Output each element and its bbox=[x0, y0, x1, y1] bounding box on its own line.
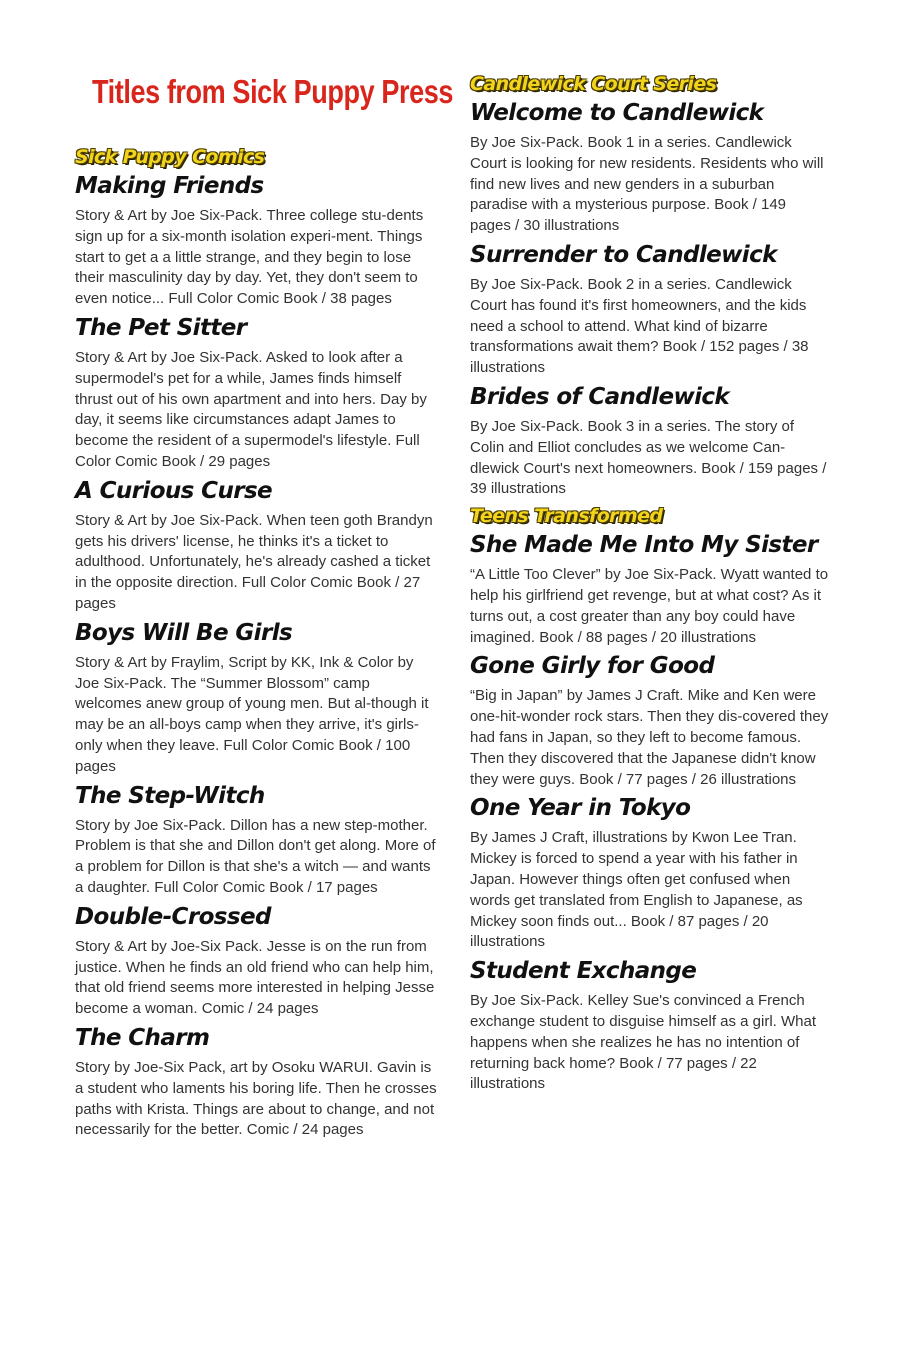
book-description: By Joe Six-Pack. Book 2 in a series. Candlewick Court has found it's first homeowners, and the kids need a school to attend. What kind of bizarre transformations await them? Book / 152 pages / 38 illustrations bbox=[470, 275, 809, 377]
book-entry bbox=[470, 956, 830, 1095]
book-title: Welcome to Candlewick bbox=[470, 100, 764, 126]
book-title: Gone Girly for Good bbox=[470, 653, 715, 680]
book-title: The Charm bbox=[75, 1024, 210, 1051]
book-entry bbox=[470, 240, 830, 379]
book-entry bbox=[470, 530, 830, 648]
book-title: A Curious Curse bbox=[75, 477, 273, 504]
right-column bbox=[470, 71, 830, 1098]
book-entry bbox=[75, 902, 437, 1020]
section-label-sick-puppy-comics: Sick Puppy Comics bbox=[75, 146, 265, 168]
page-title: Titles from Sick Puppy Press bbox=[92, 73, 453, 110]
left-column bbox=[75, 144, 437, 1144]
book-title: Surrender to Candlewick bbox=[470, 241, 777, 268]
section-label-candlewick-court-series: Candlewick Court Series bbox=[470, 73, 717, 95]
book-entry bbox=[75, 1023, 437, 1141]
book-title: Boys Will Be Girls bbox=[75, 619, 293, 646]
book-entry bbox=[470, 98, 830, 237]
book-title: The Pet Sitter bbox=[75, 314, 247, 341]
book-description: Story by Joe-Six Pack, art by Osoku WARUI. Gavin is a student who laments his boring life. Then he crosses paths with Krista. Things are about to change, and not necessarily for the better. Comic / 24 pages bbox=[75, 1058, 437, 1139]
book-description: Story & Art by Fraylim, Script by KK, Ink & Color by Joe Six-Pack. The “Summer Blossom” camp welcomes anew group of young men. But al-though it may be an all-boys camp when they arrive, it's girls-only when they leave. Full Color Comic Book / 100 pages bbox=[75, 653, 429, 775]
book-entry bbox=[470, 651, 830, 790]
book-entry bbox=[75, 476, 437, 615]
book-description: Story & Art by Joe Six-Pack. Three college stu-dents sign up for a six-month isolation experi-ment. Things start to get a a little strange, and they begin to lose their masculinity day by day. Yet, they don't seem to even notice... Full Color Comic Book / 38 pages bbox=[75, 207, 424, 308]
book-title: She Made Me Into My Sister bbox=[470, 532, 818, 559]
book-description: By James J Craft, illustrations by Kwon Lee Tran. Mickey is forced to spend a year with his father in Japan. However things often get confused when words get translated from English to Japanese, as Mickey soon finds out... Book / 87 pages / 20 illustrations bbox=[470, 829, 803, 951]
book-entry bbox=[75, 171, 437, 310]
book-title: Student Exchange bbox=[470, 958, 697, 985]
book-description: Story by Joe Six-Pack. Dillon has a new step-mother. Problem is that she and Dillon don't get along. More of a problem for Dillon is that she's a witch — and wants a daughter. Full Color Comic Book / 17 pages bbox=[75, 816, 436, 896]
book-description: Story & Art by Joe Six-Pack. Asked to look after a supermodel's pet for a while, James finds himself thrust out of his own apartment and into hers. Day by day, it seems like circumstances adapt James to become the resident of a supermodel's lifestyle. Full Color Comic Book / 29 pages bbox=[75, 348, 427, 470]
book-description: Story & Art by Joe-Six Pack. Jesse is on the run from justice. When he finds an old friend who can help him, that old friend seems more interested in helping Jesse become a woman. Comic / 24 pages bbox=[75, 937, 435, 1018]
section-label-teens-transformed: Teens Transformed bbox=[470, 505, 663, 528]
book-description: By Joe Six-Pack. Kelley Sue's convinced a French exchange student to disguise himself as a girl. What happens when she realizes he has no intention of returning back home? Book / 77 pages / 22 illustrations bbox=[470, 992, 817, 1093]
book-description: Story & Art by Joe Six-Pack. When teen goth Brandyn gets his drivers' license, he thinks it's a ticket to adulthood. Unfortunately, he's already cashed a ticket in the opposite direction. Full Color Comic Book / 27 pages bbox=[75, 511, 433, 612]
book-entry bbox=[75, 313, 437, 473]
book-description: By Joe Six-Pack. Book 1 in a series. Candlewick Court is looking for new residents. Residents who will find new lives and new genders in a suburban paradise with a mysterious purpose. Book / 149 pages / 30 illustrations bbox=[470, 134, 824, 235]
book-title: One Year in Tokyo bbox=[470, 795, 691, 822]
book-entry bbox=[75, 781, 437, 899]
book-entry bbox=[470, 382, 830, 500]
book-description: By Joe Six-Pack. Book 3 in a series. The story of Colin and Elliot concludes as we welcome Can-dlewick Court's next homeowners. Book / 159 pages / 39 illustrations bbox=[470, 417, 827, 498]
book-entry bbox=[470, 793, 830, 953]
book-title: Brides of Candlewick bbox=[470, 383, 730, 410]
book-entry bbox=[75, 618, 437, 778]
book-title: Double-Crossed bbox=[75, 903, 271, 930]
book-description: “Big in Japan” by James J Craft. Mike and Ken were one-hit-wonder rock stars. Then they dis-covered they had fans in Japan, so they left to become famous. Then they discovered that the Japanese didn't know they were guys. Book / 77 pages / 26 illustrations bbox=[470, 687, 829, 788]
book-description: “A Little Too Clever” by Joe Six-Pack. Wyatt wanted to help his girlfriend get revenge, but at what cost? As it turns out, a cost greater than any boy could have imagined. Book / 88 pages / 20 illustrations bbox=[470, 566, 829, 646]
book-title: The Step-Witch bbox=[75, 782, 265, 809]
book-title: Making Friends bbox=[75, 173, 264, 199]
